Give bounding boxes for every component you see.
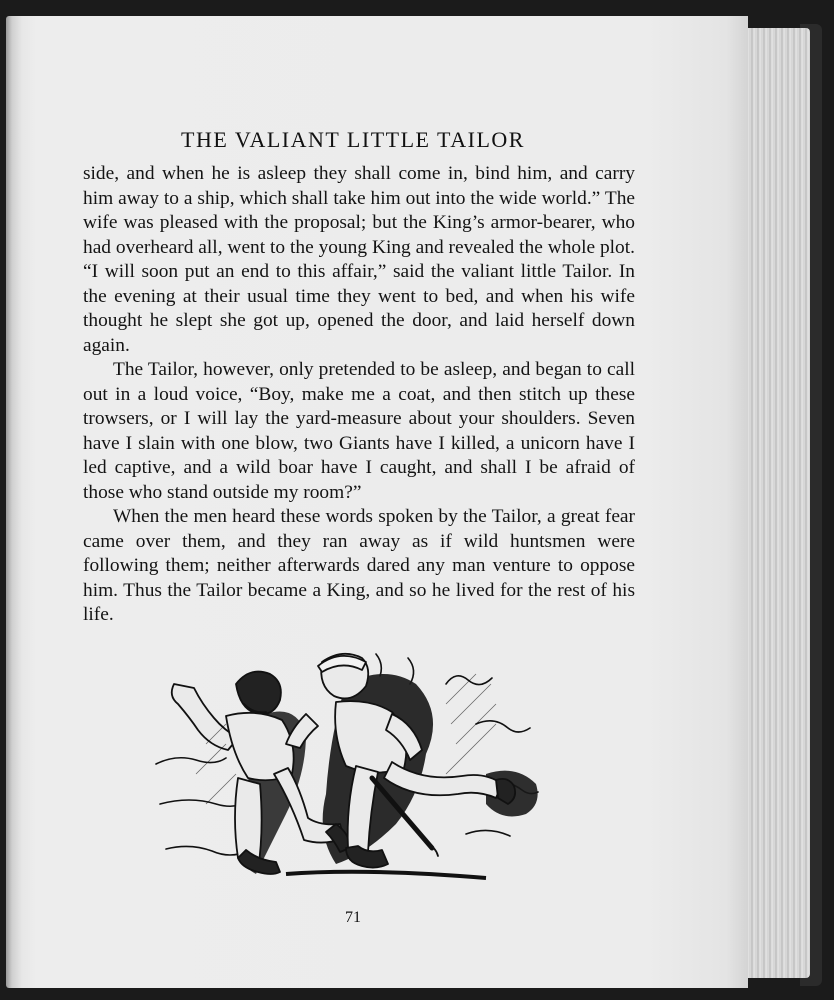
- page-edges: [738, 28, 810, 978]
- paragraph-2: The Tailor, however, only pretended to be asleep, and began to call out in a loud voice, “Boy, make me a coat, and then stitch up these trowsers, or I will lay the yard-measure about your shoulders. Seven have I slain with one blow, two Giants have I killed, a unicorn have I led captive, and a wild boar have I caught, and shall I be afraid of those who stand outside my room?”: [83, 359, 635, 503]
- page-number: 71: [345, 909, 361, 926]
- running-title: THE VALIANT LITTLE TAILOR: [181, 127, 525, 152]
- book-page: [6, 16, 748, 988]
- two-men-running-illustration: [146, 644, 566, 904]
- paragraph-1: side, and when he is asleep they shall come in, bind him, and carry him away to a ship, which shall take him out into the wide world.” The wife was pleased with the proposal; but the King’s armor-bearer, who had overheard all, went to the young King and revealed the whole plot. “I will soon put an end to this affair,” said the valiant little Tailor. In the evening at their usual time they went to bed, and when his wife thought he slept she got up, opened the door, and laid herself down again.: [83, 163, 635, 356]
- body-text: [83, 162, 635, 628]
- paragraph-3: When the men heard these words spoken by the Tailor, a great fear came over them, and they ran away as if wild huntsmen were following them; neither afterwards dared any man venture to oppose him. Thus the Tailor became a King, and so he lived for the rest of his life.: [83, 506, 635, 625]
